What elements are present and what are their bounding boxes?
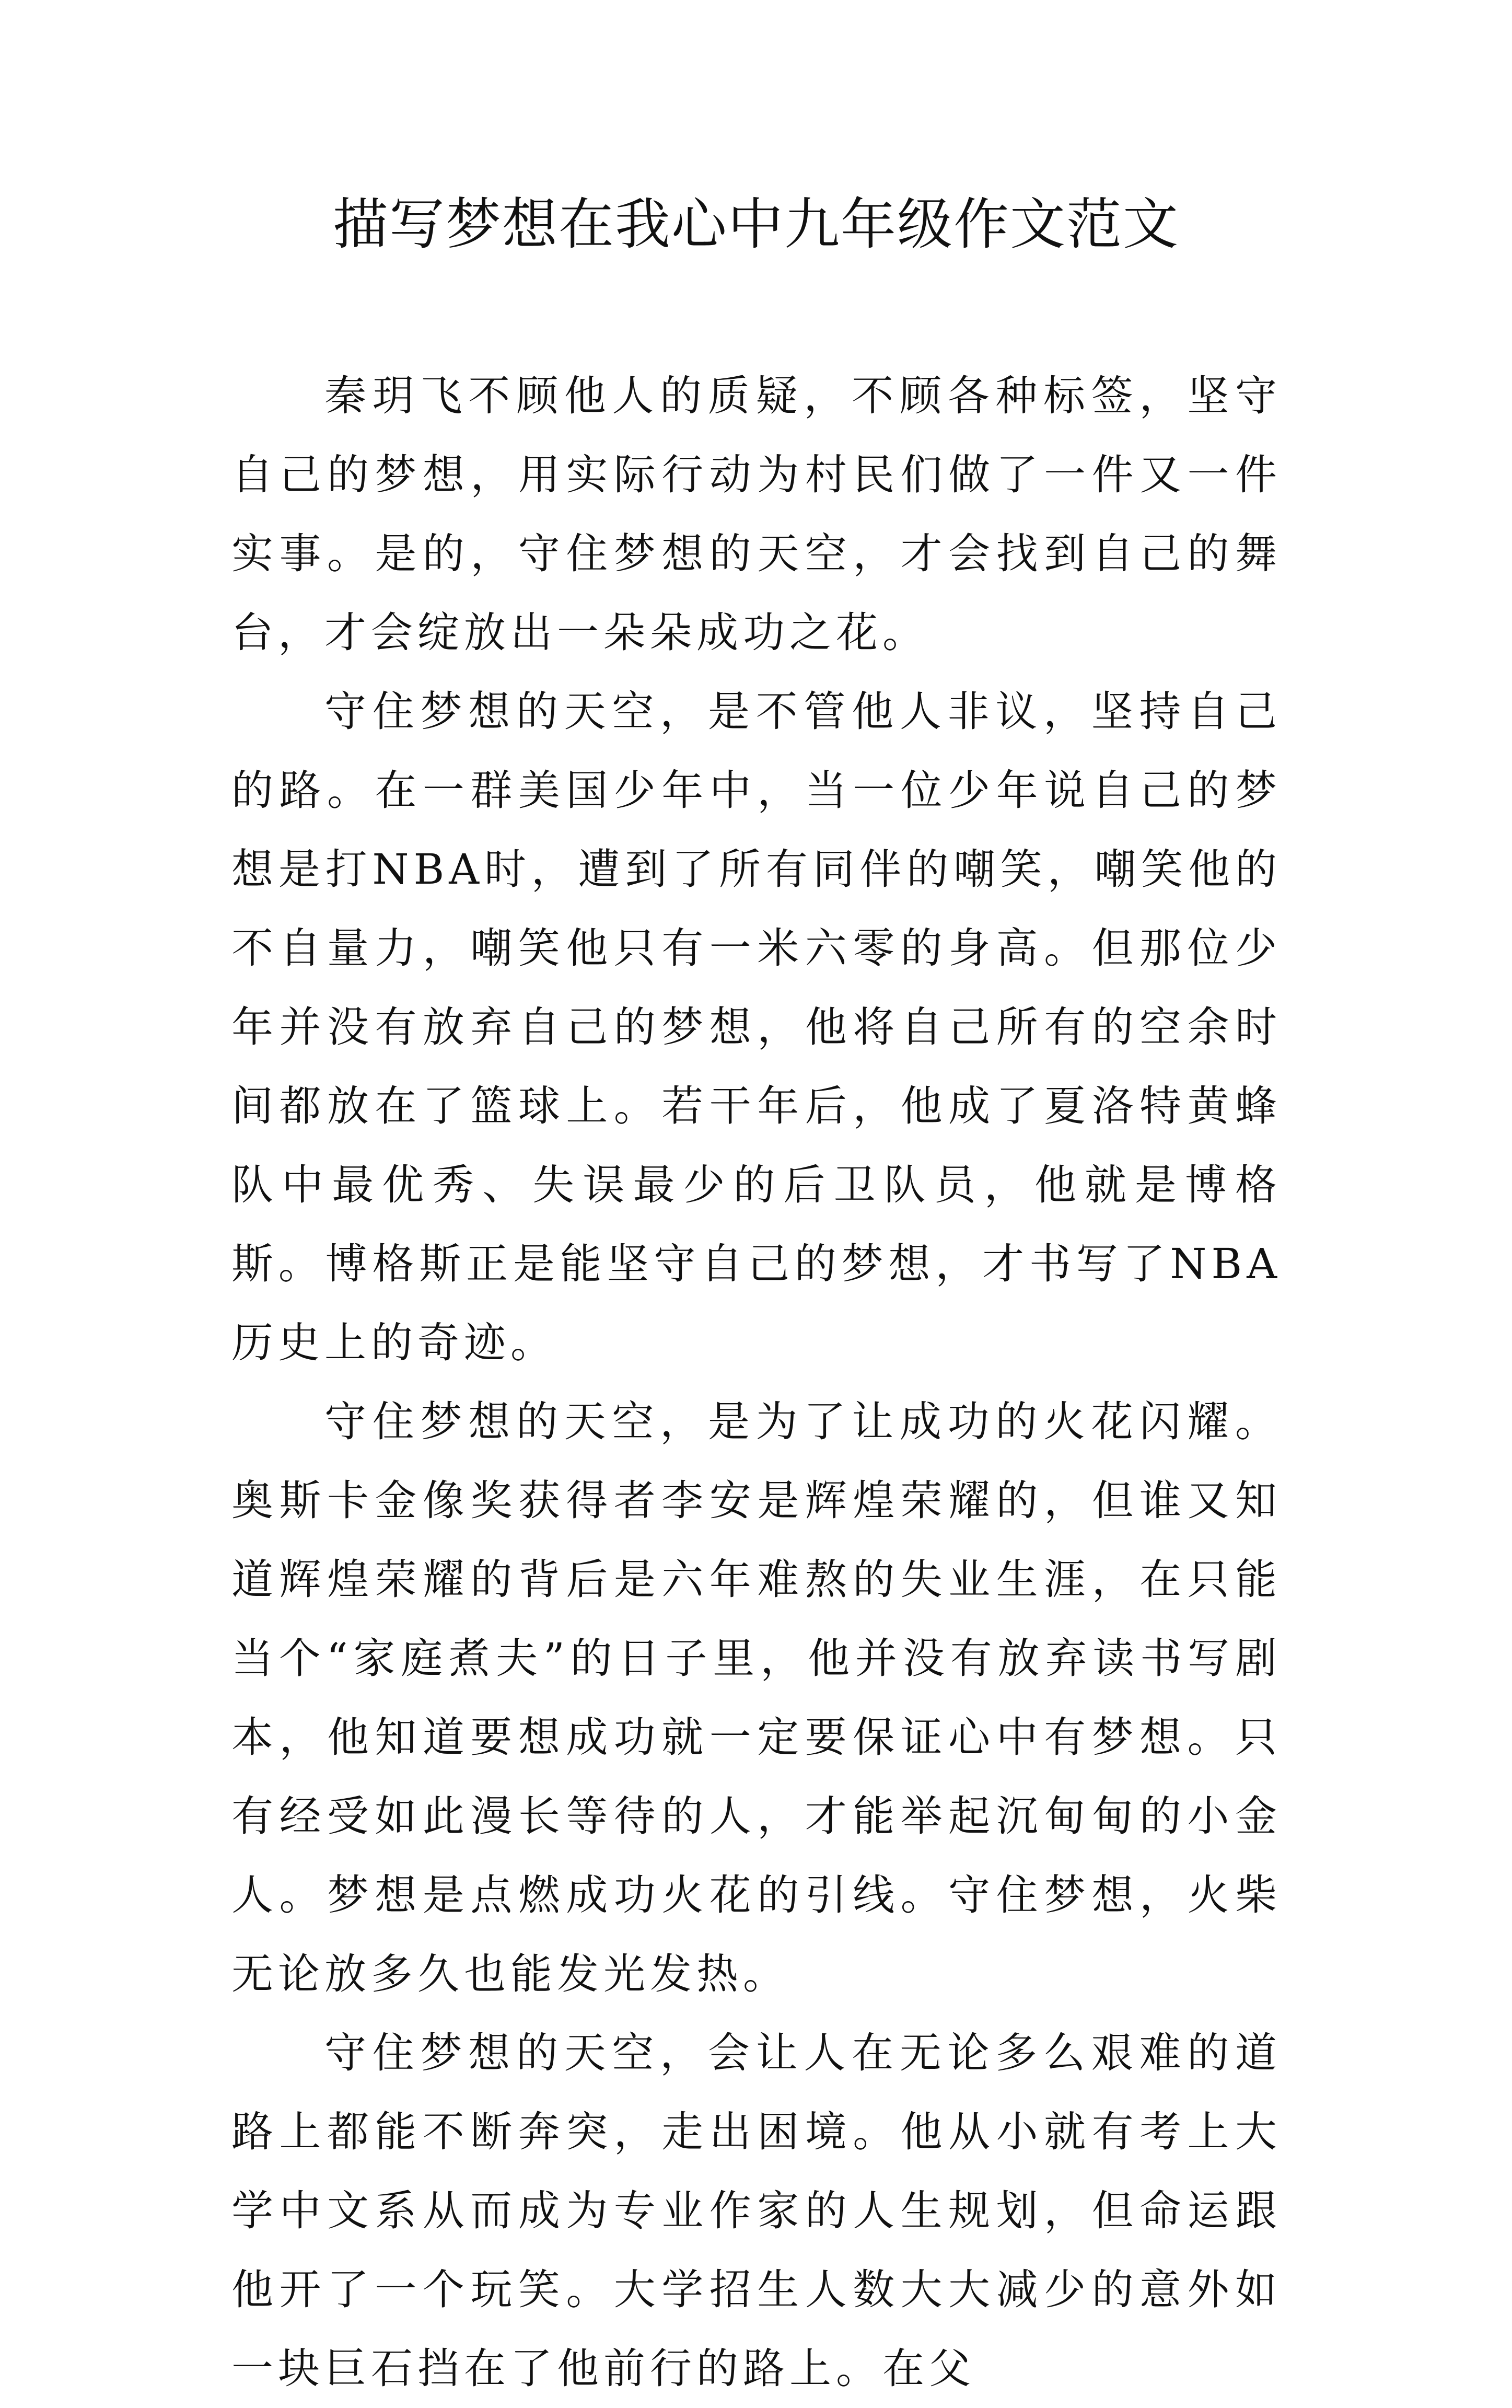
paragraph-4: 守住梦想的天空，会让人在无论多么艰难的道路上都能不断奔突，走出困境。他从小就有考上大学中文系从而成为专业作家的人生规划，但命运跟他开了一个玩笑。大学招生人数大大减少的意外如一块巨石挡在了他前行的路上。在父 [231, 2029, 1282, 2393]
paragraph-1: 秦玥飞不顾他人的质疑，不顾各种标签，坚守自己的梦想，用实际行动为村民们做了一件又一件实事。是的，守住梦想的天空，才会找到自己的舞台，才会绽放出一朵朵成功之花。 [231, 372, 1282, 657]
paragraph-3: 守住梦想的天空，是为了让成功的火花闪耀。奥斯卡金像奖获得者李安是辉煌荣耀的，但谁又知道辉煌荣耀的背后是六年难熬的失业生涯，在只能当个“家庭煮夫”的日子里，他并没有放弃读书写剧本，他知道要想成功就一定要保证心中有梦想。只有经受如此漫长等待的人，才能举起沉甸甸的小金人。梦想是点燃成功火花的引线。守住梦想，火柴无论放多久也能发光发热。 [231, 1397, 1282, 1998]
paragraph-2: 守住梦想的天空，是不管他人非议，坚持自己的路。在一群美国少年中，当一位少年说自己的梦想是打NBA时，遭到了所有同伴的嘲笑，嘲笑他的不自量力，嘲笑他只有一米六零的身高。但那位少年并没有放弃自己的梦想，他将自己所有的空余时间都放在了篮球上。若干年后，他成了夏洛特黄蜂队中最优秀、失误最少的后卫队员，他就是博格斯。博格斯正是能坚守自己的梦想，才书写了NBA历史上的奇迹。 [231, 687, 1282, 1367]
page-title: 描写梦想在我心中九年级作文范文 [333, 192, 1179, 257]
essay-body [231, 356, 1282, 2408]
